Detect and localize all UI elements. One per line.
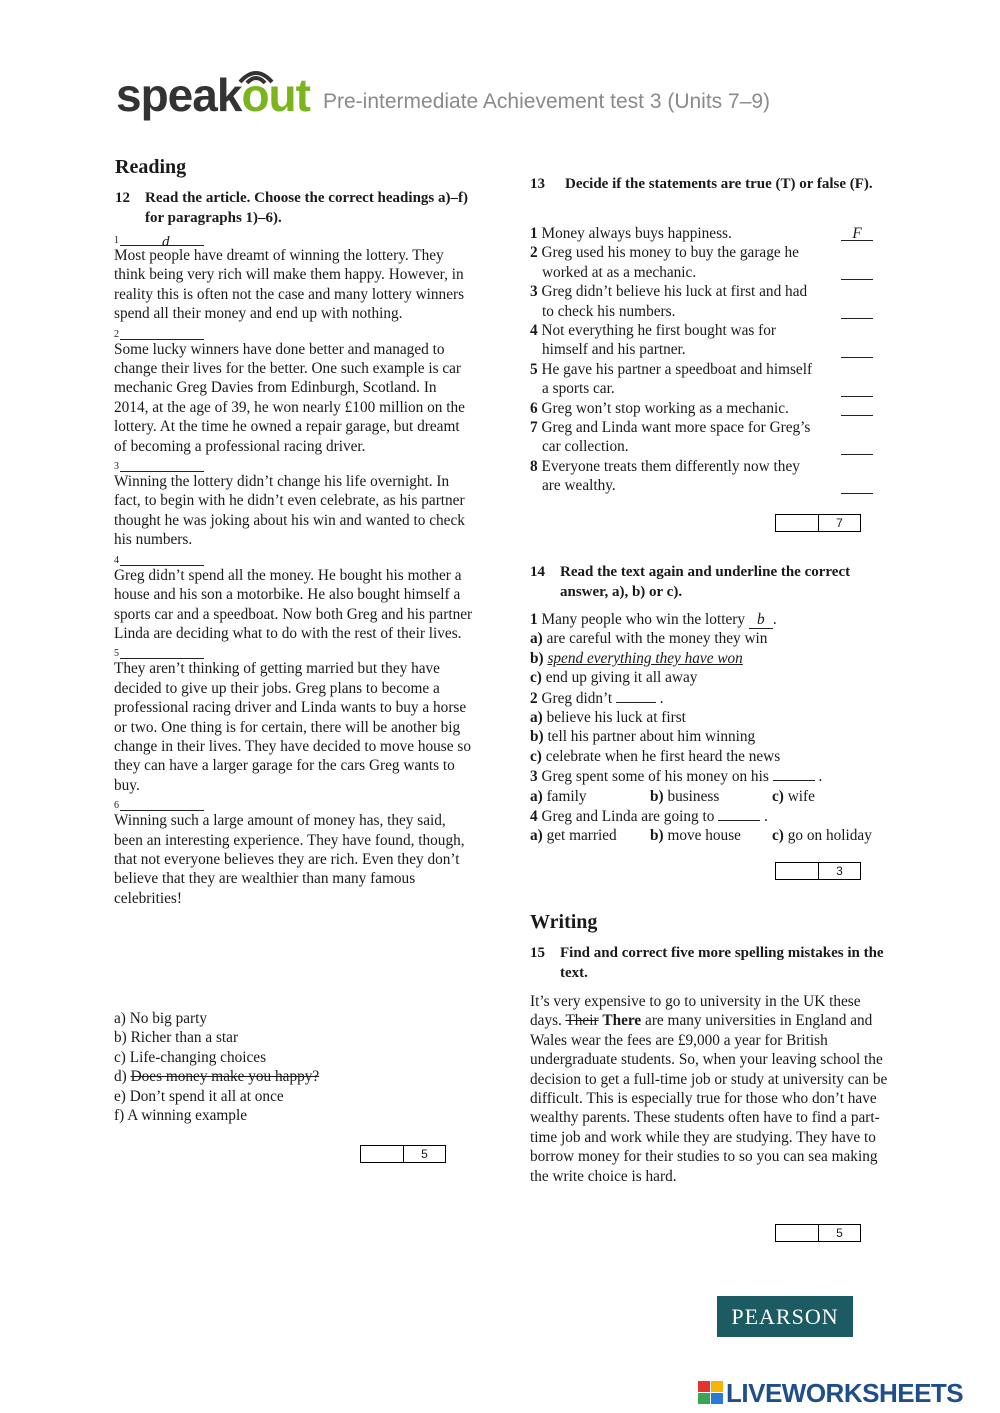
option[interactable]: c) end up giving it all away xyxy=(530,669,698,687)
logo-speak: speak xyxy=(116,69,242,121)
paragraph-marker xyxy=(114,649,474,659)
article-paragraph xyxy=(114,801,474,908)
q14-options-row xyxy=(530,787,890,806)
paragraph-text: Greg didn’t spend all the money. He bought his mother a house and his son a motorbike. He also bought himself a sports car and a speedboat. Now both Greg and his partner Linda are deciding what to do with the rest of their lives. xyxy=(114,566,473,642)
option[interactable]: a) are careful with the money they win xyxy=(530,630,768,648)
q15-heading xyxy=(530,944,890,983)
heading-option: c) Life-changing choices xyxy=(114,1048,267,1066)
article xyxy=(114,236,474,914)
paragraph-marker xyxy=(114,556,474,566)
article-paragraph xyxy=(114,649,474,795)
paragraph-number: 3 xyxy=(114,461,119,473)
score-entry-cell[interactable] xyxy=(361,1146,404,1162)
tf-answer-blank[interactable] xyxy=(841,438,873,455)
q14-questions xyxy=(530,610,890,846)
paragraph-number: 1 xyxy=(114,235,119,246)
option[interactable]: c) wife xyxy=(772,787,815,805)
speakout-logo xyxy=(116,66,310,124)
answer-blank[interactable] xyxy=(718,806,760,821)
q15-text[interactable]: It’s very expensive to go to university in the UK these days. Their There are many universities in England and Wales wear the fees are £9,000 a year for British undergraduate students. So, when your leaving school the decision to get a full-time job or study at university can be difficult. This is especially true for those who don’t have wealthy parents. These students often have to find a part-time job and work while they are studying. They have to borrow money for their studies to so you can sea making the write choice is hard. xyxy=(530,993,888,1185)
answer-blank[interactable] xyxy=(120,339,204,340)
tf-statement: 4 Not everything he first bought was for himself and his partner. xyxy=(530,321,873,360)
option[interactable]: a) get married xyxy=(530,827,617,845)
tf-answer-blank[interactable] xyxy=(841,263,873,280)
reading-title: Reading xyxy=(115,156,187,178)
tf-statement: 7 Greg and Linda want more space for Greg’s car collection. xyxy=(530,418,873,457)
score-total: 7 xyxy=(836,516,843,530)
paragraph-number: 4 xyxy=(114,554,119,566)
pearson-logo: PEARSON xyxy=(717,1296,853,1337)
score-total: 5 xyxy=(836,1226,843,1240)
option[interactable]: b) business xyxy=(650,787,720,805)
q14-options-row xyxy=(530,826,890,845)
tf-answer-blank[interactable] xyxy=(841,399,873,416)
heading-option: d) Does money make you happy? xyxy=(114,1068,320,1086)
q12-heading xyxy=(115,189,475,228)
option[interactable]: a) family xyxy=(530,787,587,805)
score-total: 3 xyxy=(836,864,843,878)
article-paragraph xyxy=(114,462,474,550)
answer-blank[interactable] xyxy=(120,565,204,566)
q14-item-3: 3 Greg spent some of his money on his . xyxy=(530,768,823,786)
heading-option: e) Don’t spend it all at once xyxy=(114,1087,284,1105)
option[interactable]: b) tell his partner about him winning xyxy=(530,728,756,746)
answer-blank[interactable] xyxy=(120,471,204,472)
tf-statement: 3 Greg didn’t believe his luck at first and had to check his numbers. xyxy=(530,282,873,321)
tf-statement: 1 Money always buys happiness. F xyxy=(530,224,873,243)
q15-instruction: Find and correct five more spelling mistakes in the text. xyxy=(560,945,884,981)
answer-value: d xyxy=(162,234,170,250)
article-paragraph xyxy=(114,236,474,324)
wifi-arcs-icon xyxy=(234,62,278,84)
tf-list xyxy=(530,224,873,496)
q13-number: 13 xyxy=(530,176,545,192)
score-entry-cell[interactable] xyxy=(776,515,819,531)
answer-blank[interactable] xyxy=(773,766,815,781)
score-entry-cell[interactable] xyxy=(776,1225,819,1241)
paragraph-text: Winning such a large amount of money has, they said, been an interesting experience. They have found, though, that not everyone believes they are rich. Even they don’t believe that they are wealthier than many famous celebrities! xyxy=(114,812,465,907)
writing-title: Writing xyxy=(530,911,598,933)
q14-instruction: Read the text again and underline the correct answer, a), b) or c). xyxy=(560,564,851,600)
logo-out: out xyxy=(241,69,310,121)
q13-heading xyxy=(530,175,890,195)
answer-blank[interactable] xyxy=(616,688,656,703)
paragraph-marker xyxy=(114,462,474,472)
article-paragraph xyxy=(114,330,474,456)
liveworksheets-logo xyxy=(698,1378,963,1409)
score-entry-cell[interactable] xyxy=(776,863,819,879)
score-total: 5 xyxy=(421,1147,428,1161)
option[interactable]: a) believe his luck at first xyxy=(530,709,686,727)
tf-statement: 8 Everyone treats them differently now they are wealthy. xyxy=(530,457,873,496)
q14-score-box xyxy=(775,862,861,880)
heading-option: a) No big party xyxy=(114,1010,208,1027)
q14-item-2: 2 Greg didn’t . xyxy=(530,689,664,707)
q15-number: 15 xyxy=(530,945,545,961)
q12-number: 12 xyxy=(115,190,130,206)
tf-answer-blank[interactable] xyxy=(841,341,873,358)
q13-instruction: Decide if the statements are true (T) or false (F). xyxy=(565,176,873,192)
tf-statement: 5 He gave his partner a speedboat and himself a sports car. xyxy=(530,360,873,399)
paragraph-text: Some lucky winners have done better and managed to change their lives for the better. One such example is car mechanic Greg Davies from Edinburgh, Scotland. In 2014, at the age of 39, he won nearly £100 million on the lottery. At the time he owned a repair garage, but dreamt of becoming a professional racing driver. xyxy=(114,340,465,455)
struck-word: Their xyxy=(565,1012,599,1030)
headings-list xyxy=(114,1009,414,1125)
corrected-word: There xyxy=(602,1012,642,1030)
answer-blank[interactable]: b xyxy=(749,612,773,629)
paragraph-number: 5 xyxy=(114,648,119,660)
tf-answer-blank[interactable] xyxy=(841,302,873,319)
answer-blank[interactable] xyxy=(120,658,204,659)
paragraph-text: Winning the lottery didn’t change his life overnight. In fact, to begin with he didn’t even celebrate, as his partner thought he was joking about his win and wanted to check his numbers. xyxy=(114,473,465,549)
q14-number: 14 xyxy=(530,564,545,580)
q13-score-box xyxy=(775,514,861,532)
option[interactable]: b) spend everything they have won xyxy=(530,649,743,667)
paragraph-text: They aren’t thinking of getting married but they have decided to give up their jobs. Greg plans to become a professional racing driver and Linda wants to buy a horse or two. One thing is for certain, there will be another big change in their lives. They have decided to move house so they can have a larger garage for the cars Greg wants to buy. xyxy=(114,660,471,794)
option[interactable]: c) celebrate when he first heard the news xyxy=(530,747,781,765)
paragraph-number: 2 xyxy=(114,328,119,340)
liveworksheets-icon xyxy=(698,1381,724,1405)
heading-option: b) Richer than a star xyxy=(114,1029,239,1047)
article-paragraph xyxy=(114,556,474,644)
option[interactable]: b) move house xyxy=(650,827,741,845)
q14-item-4: 4 Greg and Linda are going to . xyxy=(530,808,768,826)
test-subtitle: Pre-intermediate Achievement test 3 (Units 7–9) xyxy=(323,90,771,113)
tf-answer-blank[interactable] xyxy=(841,477,873,494)
q14-item-1: 1 Many people who win the lottery b . xyxy=(530,611,777,628)
paragraph-marker xyxy=(114,330,474,340)
paragraph-marker xyxy=(114,801,474,811)
paragraph-text: Most people have dreamt of winning the lottery. They think being very rich will make them happy. However, in reality this is often not the case and many lottery winners spend all their money and end up with nothing. xyxy=(114,247,465,323)
answer-blank[interactable] xyxy=(120,810,204,811)
q12-score-box xyxy=(360,1145,446,1163)
tf-answer-blank[interactable] xyxy=(841,380,873,397)
paragraph-number: 6 xyxy=(114,800,119,812)
paragraph-marker xyxy=(114,234,474,250)
q15-score-box xyxy=(775,1224,861,1242)
liveworksheets-text: LIVEWORKSHEETS xyxy=(726,1378,964,1408)
heading-option: f) A winning example xyxy=(114,1107,247,1125)
tf-statement: 2 Greg used his money to buy the garage he worked at as a mechanic. xyxy=(530,243,873,282)
q12-instruction: Read the article. Choose the correct headings a)–f) for paragraphs 1)–6). xyxy=(145,190,468,226)
q14-heading xyxy=(530,563,890,602)
tf-statement: 6 Greg won’t stop working as a mechanic. xyxy=(530,399,873,418)
tf-answer-blank[interactable]: F xyxy=(841,224,873,241)
option[interactable]: c) go on holiday xyxy=(772,827,872,845)
